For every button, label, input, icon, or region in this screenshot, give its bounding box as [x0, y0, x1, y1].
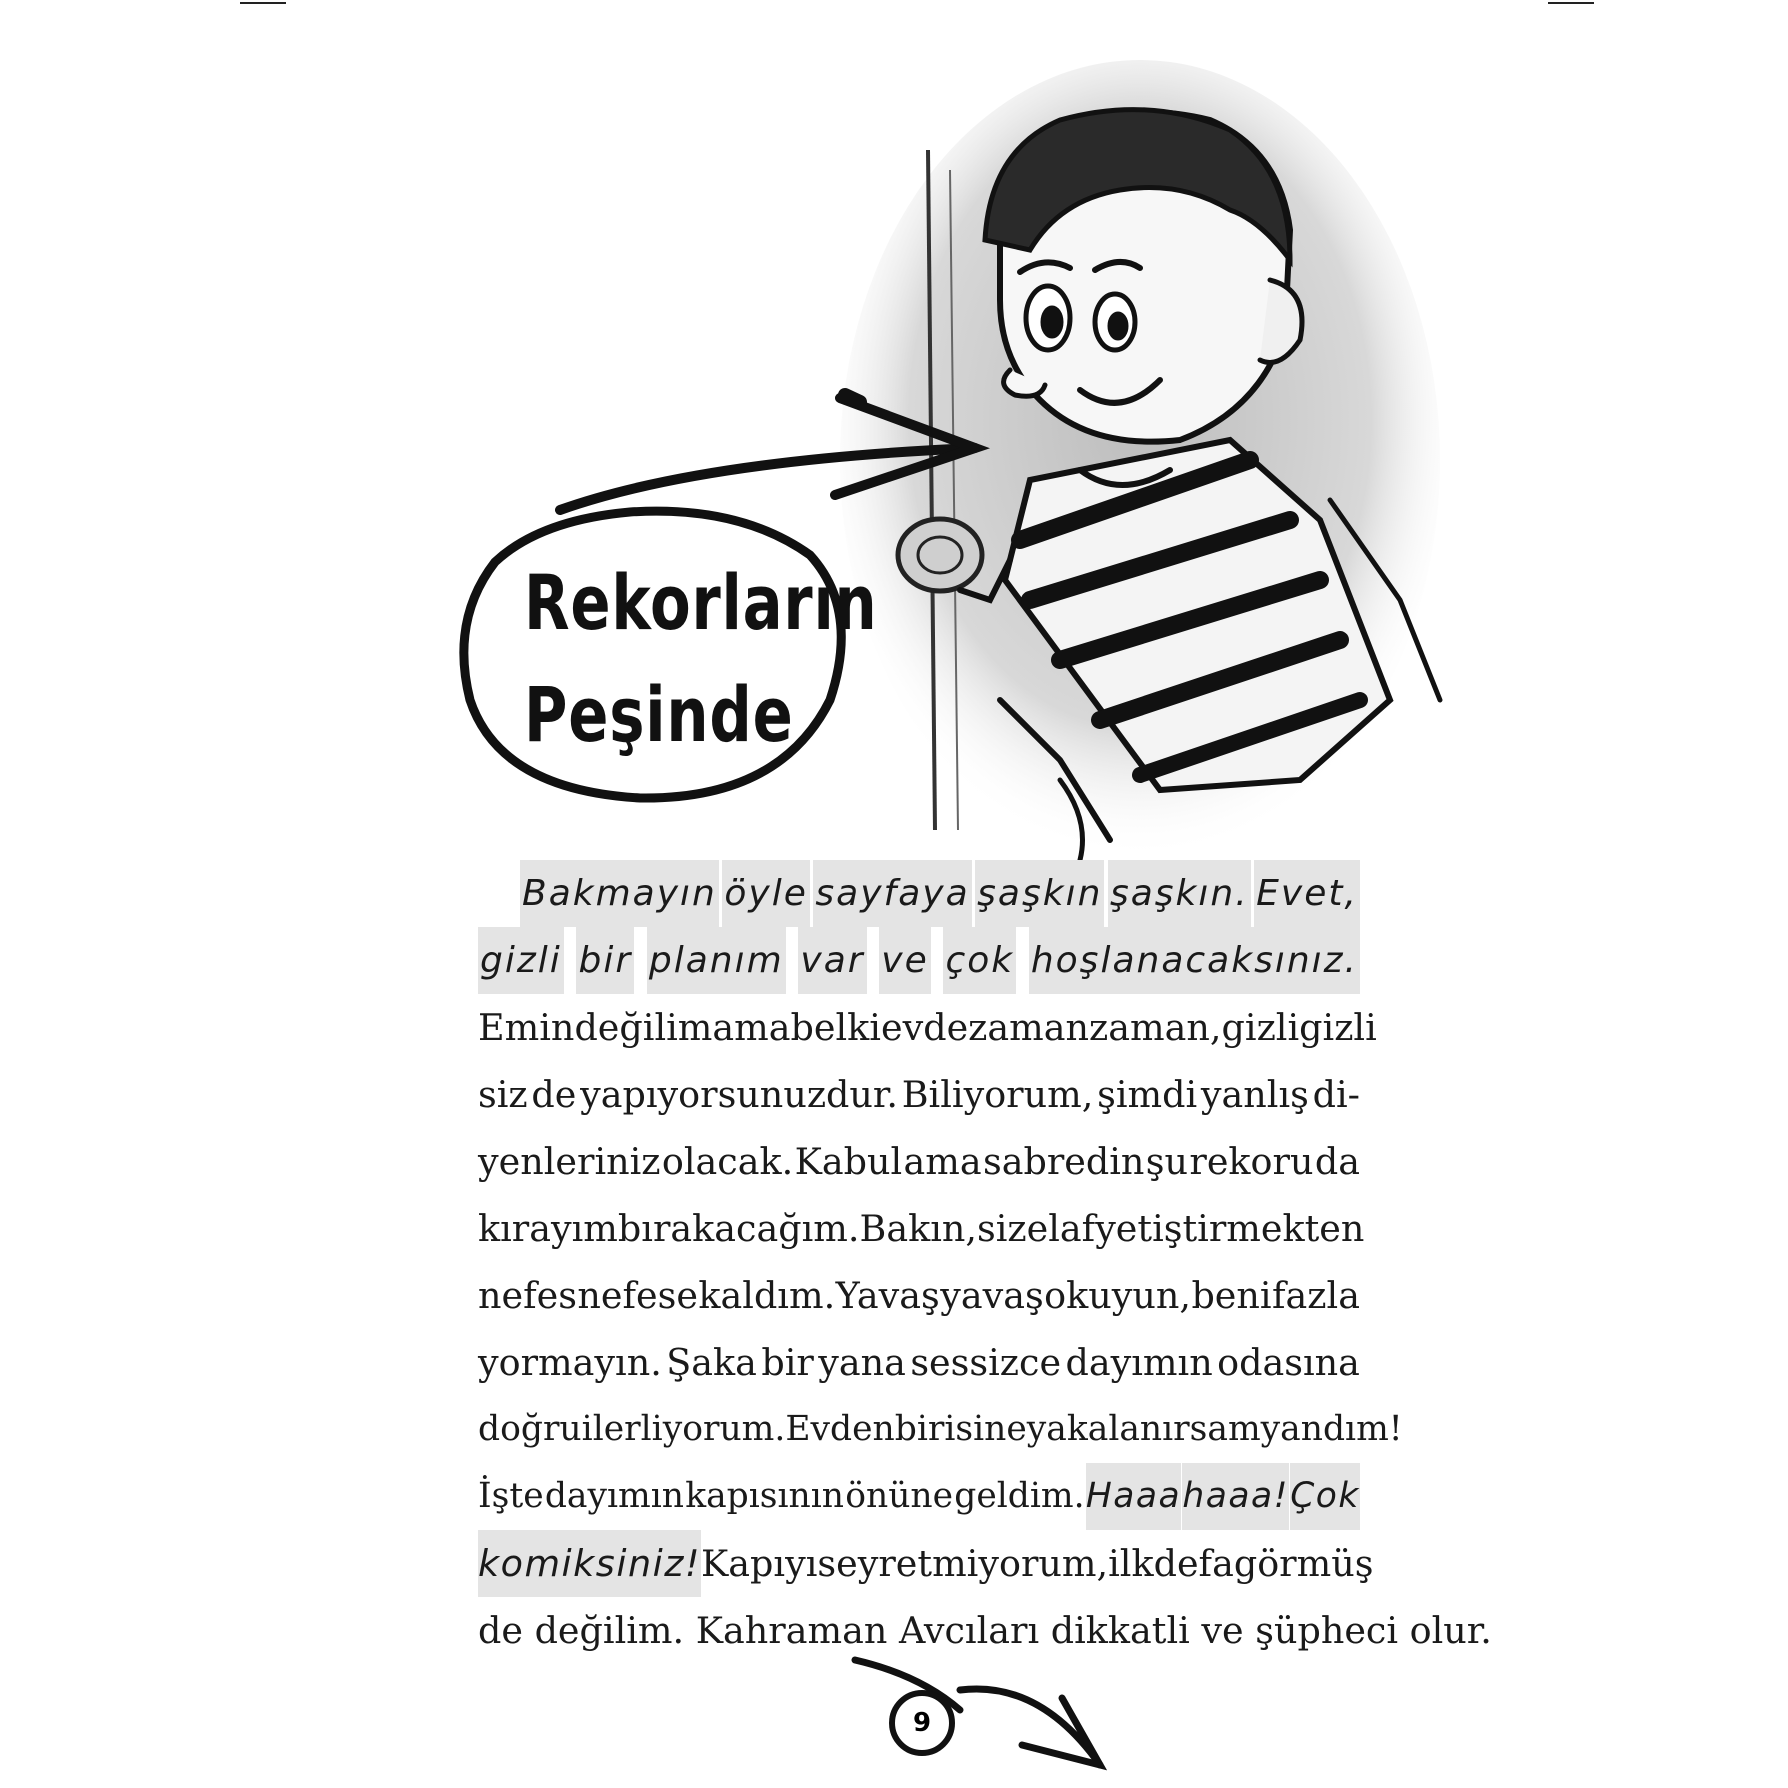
- word: Yavaş: [835, 1274, 940, 1317]
- word: gizli: [1221, 1006, 1300, 1049]
- highlight-word: şaşkın: [975, 860, 1104, 927]
- word: belki: [790, 1006, 881, 1049]
- word: önüne: [845, 1476, 954, 1516]
- word: Emin: [478, 1006, 575, 1049]
- word: ilerliyorum.: [581, 1409, 786, 1449]
- highlight-word: çok: [943, 927, 1016, 994]
- word: kaldım.: [698, 1274, 836, 1317]
- highlight-word: haaa!: [1182, 1463, 1289, 1530]
- word: yanlış: [1200, 1073, 1309, 1116]
- text-line-8: [478, 1329, 1360, 1396]
- highlight-word: planım: [647, 927, 786, 994]
- text-line-1: [478, 860, 1360, 927]
- highlight-word: sayfaya: [813, 860, 971, 927]
- word: yavaş: [940, 1274, 1044, 1317]
- word: ama: [903, 1140, 982, 1183]
- word: fazla: [1272, 1274, 1360, 1317]
- word: yandım!: [1260, 1409, 1403, 1449]
- word: ilk: [1108, 1542, 1154, 1585]
- word: Şaka: [666, 1341, 757, 1384]
- word: olacak.: [661, 1140, 794, 1183]
- word: sessizce: [910, 1341, 1062, 1384]
- highlight-word: bir: [576, 927, 634, 994]
- text-line-4: [478, 1061, 1360, 1128]
- text-line-11: [478, 1530, 1374, 1597]
- speech-bubble-line-1: Rekorların: [524, 558, 878, 647]
- word: birisine: [894, 1409, 1027, 1449]
- text-line-3: [478, 994, 1377, 1061]
- word: laf: [1048, 1207, 1096, 1250]
- word: Kabul: [794, 1140, 903, 1183]
- highlight-word: Evet,: [1254, 860, 1360, 927]
- word: yenleriniz: [478, 1140, 661, 1183]
- word: değilim: [574, 1006, 713, 1049]
- swirl-arrow-icon: [855, 1660, 1100, 1765]
- word: rekoru: [1189, 1140, 1314, 1183]
- word: yana: [818, 1341, 906, 1384]
- text-line-7: [478, 1262, 1360, 1329]
- speech-bubble-line-2: Peşinde: [524, 670, 794, 759]
- word: evde: [880, 1006, 969, 1049]
- word: ama: [712, 1006, 791, 1049]
- word: size: [976, 1207, 1049, 1250]
- highlight-word: Çok: [1290, 1463, 1360, 1530]
- highlight-word: komiksiniz!: [478, 1530, 701, 1597]
- word: da: [1314, 1140, 1360, 1183]
- word: zaman: [968, 1006, 1090, 1049]
- word: kapısının: [685, 1476, 844, 1516]
- word: seyretmiyorum,: [817, 1542, 1109, 1585]
- word: sabredin: [982, 1140, 1145, 1183]
- word: gizli: [1299, 1006, 1377, 1049]
- word: yetiştirmekten: [1095, 1207, 1365, 1250]
- text-line-10: [478, 1463, 1360, 1530]
- line-text: de değilim. Kahraman Avcıları dikkatli ve şüpheci olur.: [478, 1609, 1492, 1652]
- word: şu: [1145, 1140, 1189, 1183]
- word: siz: [478, 1073, 528, 1116]
- story-paragraph: [478, 860, 1492, 1664]
- word: Biliyorum,: [901, 1073, 1094, 1116]
- text-line-5: [478, 1128, 1360, 1195]
- word: bir: [761, 1341, 814, 1384]
- word: bırakacağım.: [617, 1207, 860, 1250]
- highlight-word: şaşkın.: [1108, 860, 1251, 927]
- word: doğru: [478, 1409, 582, 1449]
- word: dayımın: [1065, 1341, 1213, 1384]
- word: yakalanırsam: [1026, 1409, 1261, 1449]
- word: odasına: [1217, 1341, 1360, 1384]
- boy-illustration: [0, 0, 1788, 860]
- word: Bakın,: [859, 1207, 977, 1250]
- highlight-word: öyle: [722, 860, 809, 927]
- word: beni: [1191, 1274, 1272, 1317]
- word: defa: [1153, 1542, 1234, 1585]
- highlight-word: ve: [879, 927, 930, 994]
- text-line-2: [478, 927, 1360, 994]
- word: zaman,: [1089, 1006, 1222, 1049]
- highlight-word: gizli: [478, 927, 564, 994]
- highlight-word: Bakmayın: [520, 860, 719, 927]
- word: kırayım: [478, 1207, 618, 1250]
- word: okuyun,: [1044, 1274, 1191, 1317]
- word: Kapıyı: [701, 1542, 818, 1585]
- word: şimdi: [1097, 1073, 1198, 1116]
- door-knob: [898, 519, 982, 591]
- highlight-word: hoşlanacaksınız.: [1029, 927, 1360, 994]
- highlight-word: var: [798, 927, 866, 994]
- text-line-9: [478, 1396, 1403, 1463]
- highlight-word: Haaa: [1086, 1463, 1181, 1530]
- word: görmüş: [1233, 1542, 1374, 1585]
- word: geldim.: [954, 1476, 1085, 1516]
- word: nefese: [577, 1274, 698, 1317]
- word: de: [531, 1073, 577, 1116]
- word: yapıyorsunuzdur.: [580, 1073, 898, 1116]
- word: nefes: [478, 1274, 577, 1317]
- page-number: 9: [912, 1708, 932, 1738]
- word: İşte: [478, 1476, 544, 1516]
- boy-head: [985, 110, 1302, 442]
- word: Evden: [785, 1409, 895, 1449]
- word: yormayın.: [478, 1341, 662, 1384]
- text-line-6: [478, 1195, 1365, 1262]
- word: di-: [1312, 1073, 1360, 1116]
- word: dayımın: [544, 1476, 684, 1516]
